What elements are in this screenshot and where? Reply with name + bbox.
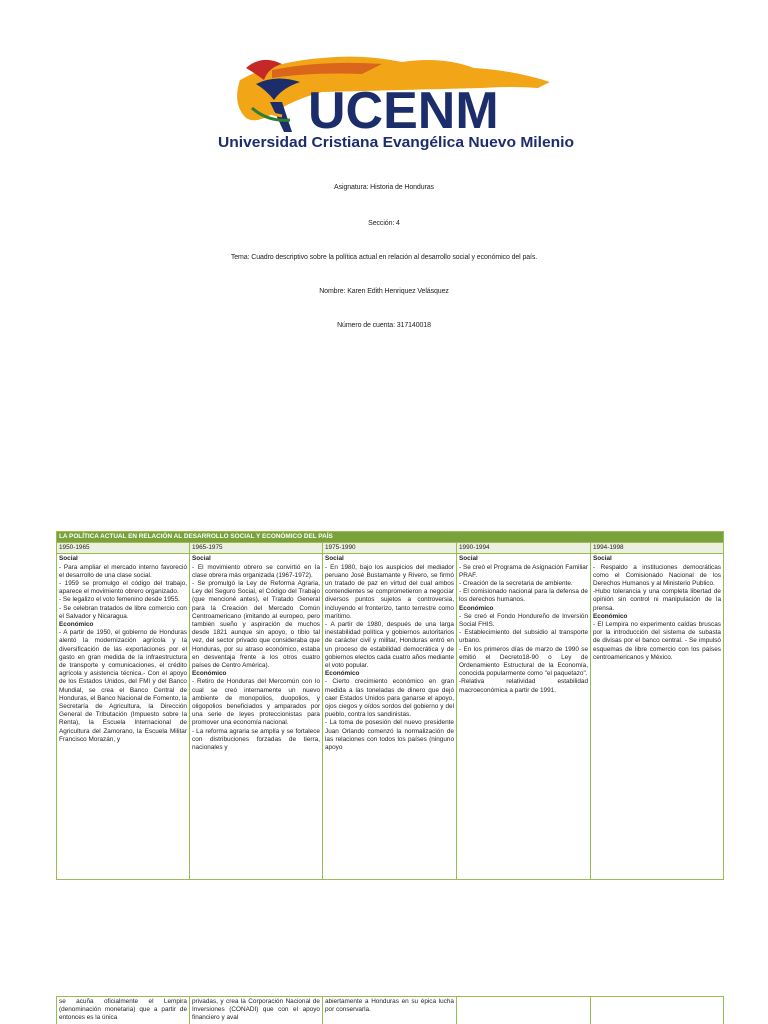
continuation-table-container: [56, 996, 723, 1024]
university-name: Universidad Cristiana Evangélica Nuevo Milenio: [218, 135, 575, 151]
cell-1990-1994: [457, 554, 591, 880]
subject-line: Asignatura: Historia de Honduras: [334, 184, 434, 191]
cell-paragraph: - El comisionado nacional para la defensa de los derechos humanos.: [459, 588, 588, 604]
period-header-row: [57, 543, 724, 554]
cell-paragraph: - A partir de 1950, el gobierno de Honduras alentó la modernización agrícola y la diversificación de las exportaciones por el gasto en gran medida de la infraestructura de transporte y comunicaciones, el crédito agrícola y asistencia técnica.- Con el apoyo de los Estados Unidos, del FMI y del Banco Mundial, se crea el Banco Central de Honduras, el Banco Nacional de Fomento, la Secretaría de Agricultura, la Dirección General de Tributación (Impuesto sobre la Renta), la Escuela Internacional de Agricultura del Zamorano, la Escuela Militar Francisco Morazán, y: [59, 629, 187, 743]
cell-paragraph: - Se creó el Fondo Hondureño de Inversión Social FHIS.: [459, 612, 588, 629]
cell-continuation-3: abiertamente a Honduras en su épica lucha por conservarla.: [323, 997, 457, 1024]
period-header: 1965-1975: [190, 543, 323, 554]
cell-paragraph: - En 1980, bajo los auspicios del mediador peruano José Bustamante y Rivero, se firmó un tratado de paz en virtud del cual ambos contendientes se comprometieron a negociar diversos puntos sujetos a controversia, incluyendo el fronterizo, tanto terrestre como marítimo.: [325, 563, 454, 620]
cell-paragraph: -Relativa relatividad estabilidad macroeconómica a partir de 1991.: [459, 678, 588, 694]
economic-heading: Económico: [593, 612, 628, 620]
economic-heading: Económico: [59, 621, 94, 629]
cell-paragraph: - Cierto crecimiento económico en gran medida a las toneladas de dinero que dejó caer Estados Unidos para ganarse el apoyo, ojos ciegos y oídos sordos del gobierno y del pueblo, contra los sandinistas.: [325, 678, 454, 719]
cell-continuation-2: privadas, y crea la Corporación Nacional de Inversiones (CONADI) que con el apoyo financiero y aval: [190, 997, 323, 1024]
period-header: 1994-1998: [591, 543, 724, 554]
cell-paragraph: - 1959 se promulgo el código del trabajo, aparece el movimiento obrero organizado.: [59, 580, 187, 596]
student-name-line: Nombre: Karen Edith Henriquez Velásquez: [319, 288, 449, 295]
economic-heading: Económico: [192, 670, 227, 678]
cell-1975-1990: [323, 554, 457, 880]
period-header: 1975-1990: [323, 543, 457, 554]
university-logo: [212, 48, 578, 152]
brand-wordmark: UCENM: [308, 82, 499, 140]
cell-paragraph: - Se promulgó la Ley de Reforma Agraria, Ley del Seguro Social, el Código del Trabajo (que mencioné antes), el Tratado General para la Creación del Mercado Común Centroamericano (imitando al europeo, pero también sueño y aspiración de muchos desde 1821 aunque sin apoyo, o tibio tal vez, del sector privado que consideraba que Honduras, por su atraso económico, estaba en desventaja frente a los otros cuatro países de Centro América).: [192, 580, 320, 670]
cell-paragraph: - Para ampliar el mercado interno favoreció el desarrollo de una clase social.: [59, 563, 187, 579]
cell-1965-1975: [190, 554, 323, 880]
section-line: Sección: 4: [368, 220, 400, 227]
cell-paragraph: - El movimiento obrero se convirtió en la clase obrera más organizada (1967-1972).: [192, 563, 320, 579]
cell-paragraph: - En los primeros días de marzo de 1990 se emitió el Decreto18-90 o Ley de Ordenamiento Estructural de la Economía, conocida popularmente como "el paquetazo".: [459, 645, 588, 678]
economic-heading: Económico: [459, 604, 494, 612]
social-heading: Social: [593, 555, 612, 563]
policy-table: [56, 531, 724, 880]
cell-paragraph: - La reforma agraria se amplía y se fortalece con distribuciones forzadas de tierra, nacionales y: [192, 727, 320, 752]
social-heading: Social: [325, 555, 344, 563]
cell-paragraph: - A partir de 1980, después de una larga inestabilidad política y gobiernos autoritarios de carácter civil y militar, Honduras entró en un proceso de estabilidad democrática y de gobiernos electos cada cuatro años mediante el voto popular.: [325, 621, 454, 670]
topic-line: Tema: Cuadro descriptivo sobre la política actual en relación al desarrollo social y económico del país.: [230, 254, 538, 261]
account-number-line: Número de cuenta: 317140018: [337, 322, 431, 329]
ucenm-logo-graphic: [212, 48, 578, 152]
economic-heading: Económico: [325, 670, 360, 678]
cell-paragraph: - Retiro de Honduras del Mercomún con lo cual se creó internamente un nuevo ambiente de monopolios, duopolios, y oligopolios beneficiados y amparados por una serie de leyes proteccionistas para promover una economía nacional.: [192, 678, 320, 727]
social-heading: Social: [459, 555, 478, 563]
cell-continuation-5: [591, 997, 724, 1024]
table-body-row: [57, 554, 724, 880]
cell-paragraph: - La toma de posesión del nuevo presidente Juan Orlando comenzó la normalización de las relaciones con todos los países (ninguno apoyo: [325, 719, 454, 752]
social-heading: Social: [192, 555, 211, 563]
continuation-table: [56, 996, 724, 1024]
table-title: LA POLÍTICA ACTUAL EN RELACIÓN AL DESARROLLO SOCIAL Y ECONÓMICO DEL PAÍS: [57, 532, 724, 543]
cell-continuation-4: [457, 997, 591, 1024]
cell-continuation-1: se acuña oficialmente el Lempira (denominación monetaria) que a partir de entonces es la única: [57, 997, 190, 1024]
cell-1994-1998: [591, 554, 724, 880]
cell-paragraph: -Hubo tolerancia y una completa libertad de opinión sin control ni manipulación de la prensa.: [593, 588, 721, 612]
policy-table-container: [56, 531, 723, 880]
period-header: 1950-1965: [57, 543, 190, 554]
cell-paragraph: - Se creó el Programa de Asignación Familiar PRAF.: [459, 563, 588, 579]
cell-paragraph: - Creación de la secretaria de ambiente.: [459, 580, 573, 588]
social-heading: Social: [59, 555, 78, 563]
cell-paragraph: - Se celebran tratados de libre comercio con el Salvador y Nicaragua.: [59, 604, 187, 620]
cell-paragraph: - Establecimiento del subsidio al transporte urbano.: [459, 629, 588, 645]
cell-paragraph: - Se legalizo el voto femenino desde 1955.: [59, 596, 180, 604]
cell-1950-1965: [57, 554, 190, 880]
cell-paragraph: - Respaldo a instituciones democráticas como el Comisionado Nacional de los Derechos Humanos y al Ministerio Publico.: [593, 563, 721, 588]
table-title-row: [57, 532, 724, 543]
cell-paragraph: - El Lempira no experimento caídas bruscas por la introducción del sistema de subasta de divisas por el banco central. - Se impulsó esquemas de libre comercio con los países centroamericanos y México.: [593, 621, 721, 661]
period-header: 1990-1994: [457, 543, 591, 554]
continuation-row: [57, 997, 724, 1024]
